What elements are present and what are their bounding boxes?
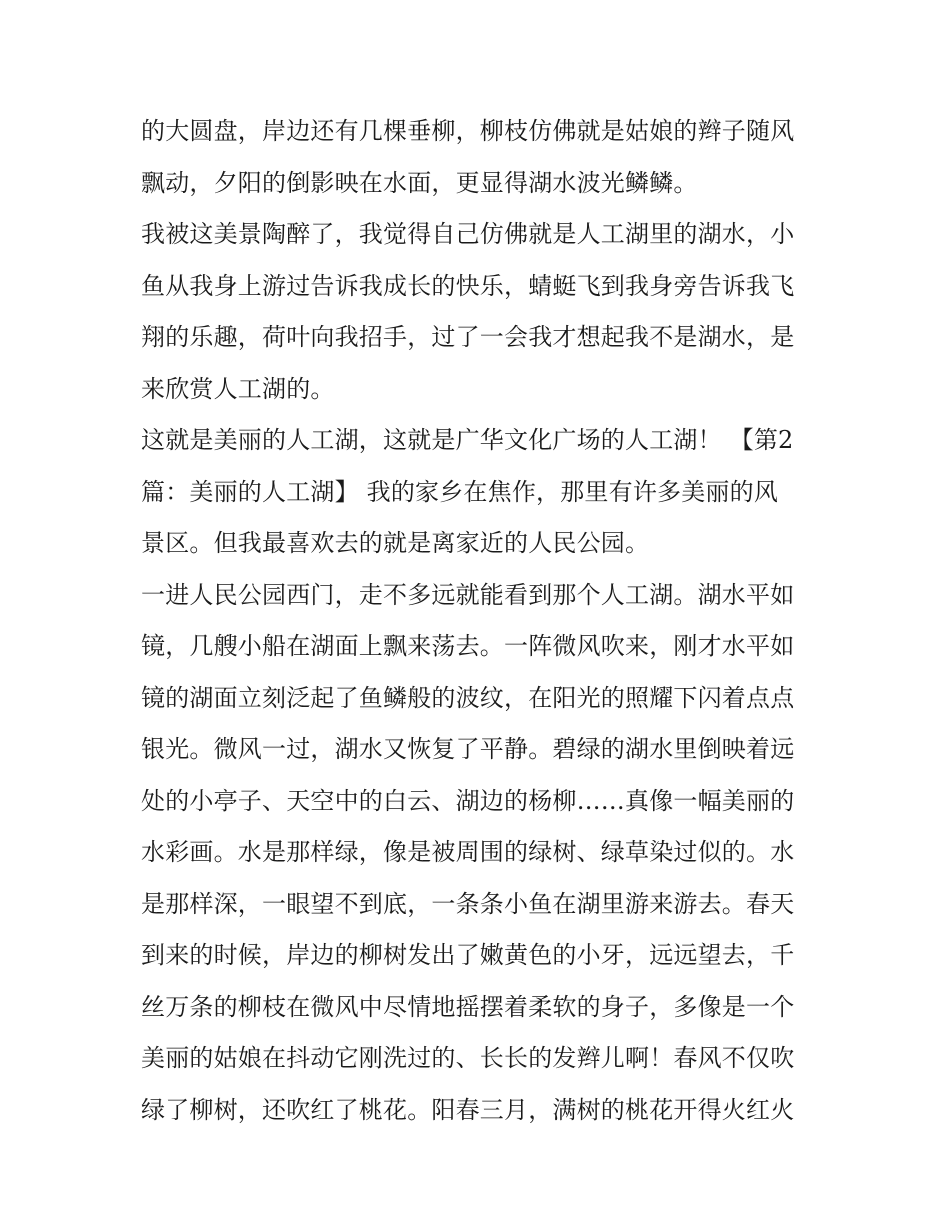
paragraph-3: 这就是美丽的人工湖，这就是广华文化广场的人工湖！ 【第2 篇：美丽的人工湖】 我的家乡在焦作，那里有许多美丽的风 景区。但我最喜欢去的就是离家近的人民公园。 [141,426,794,557]
document-body [141,106,811,1136]
paragraph-1: 的大圆盘，岸边还有几棵垂柳，柳枝仿佛就是姑娘的辫子随风 飘动，夕阳的倒影映在水面，更显得湖水波光鳞鳞。 [141,117,795,197]
paragraph-2: 我被这美景陶醉了，我觉得自己仿佛就是人工湖里的湖水，小 鱼从我身上游过告诉我成长的快乐，蜻蜓飞到我身旁告诉我飞 翔的乐趣，荷叶向我招手，过了一会我才想起我不是湖水，是 来欣赏人工湖的。 [141,220,795,403]
paragraph-4: 一进人民公园西门，走不多远就能看到那个人工湖。湖水平如 镜，几艘小船在湖面上飘来荡去。一阵微风吹来，刚才水平如 镜的湖面立刻泛起了鱼鳞般的波纹，在阳光的照耀下闪着点点 银光。微风一过，湖水又恢复了平静。碧绿的湖水里倒映着远 处的小亭子、天空中的白云、湖边的杨柳……真像一幅美丽的 水彩画。水是那样绿，像是被周围的绿树、绿草染过似的。水 是那样深，一眼望不到底，一条条小鱼在湖里游来游去。春天 到来的时候，岸边的柳树发出了嫩黄色的小牙，远远望去，千 丝万条的柳枝在微风中尽情地摇摆着柔软的身子，多像是一个 美丽的姑娘在抖动它刚洗过的、长长的发辫儿啊！春风不仅吹 绿了柳树，还吹红了桃花。阳春三月，满树的桃花开得火红火 [141,580,795,1124]
